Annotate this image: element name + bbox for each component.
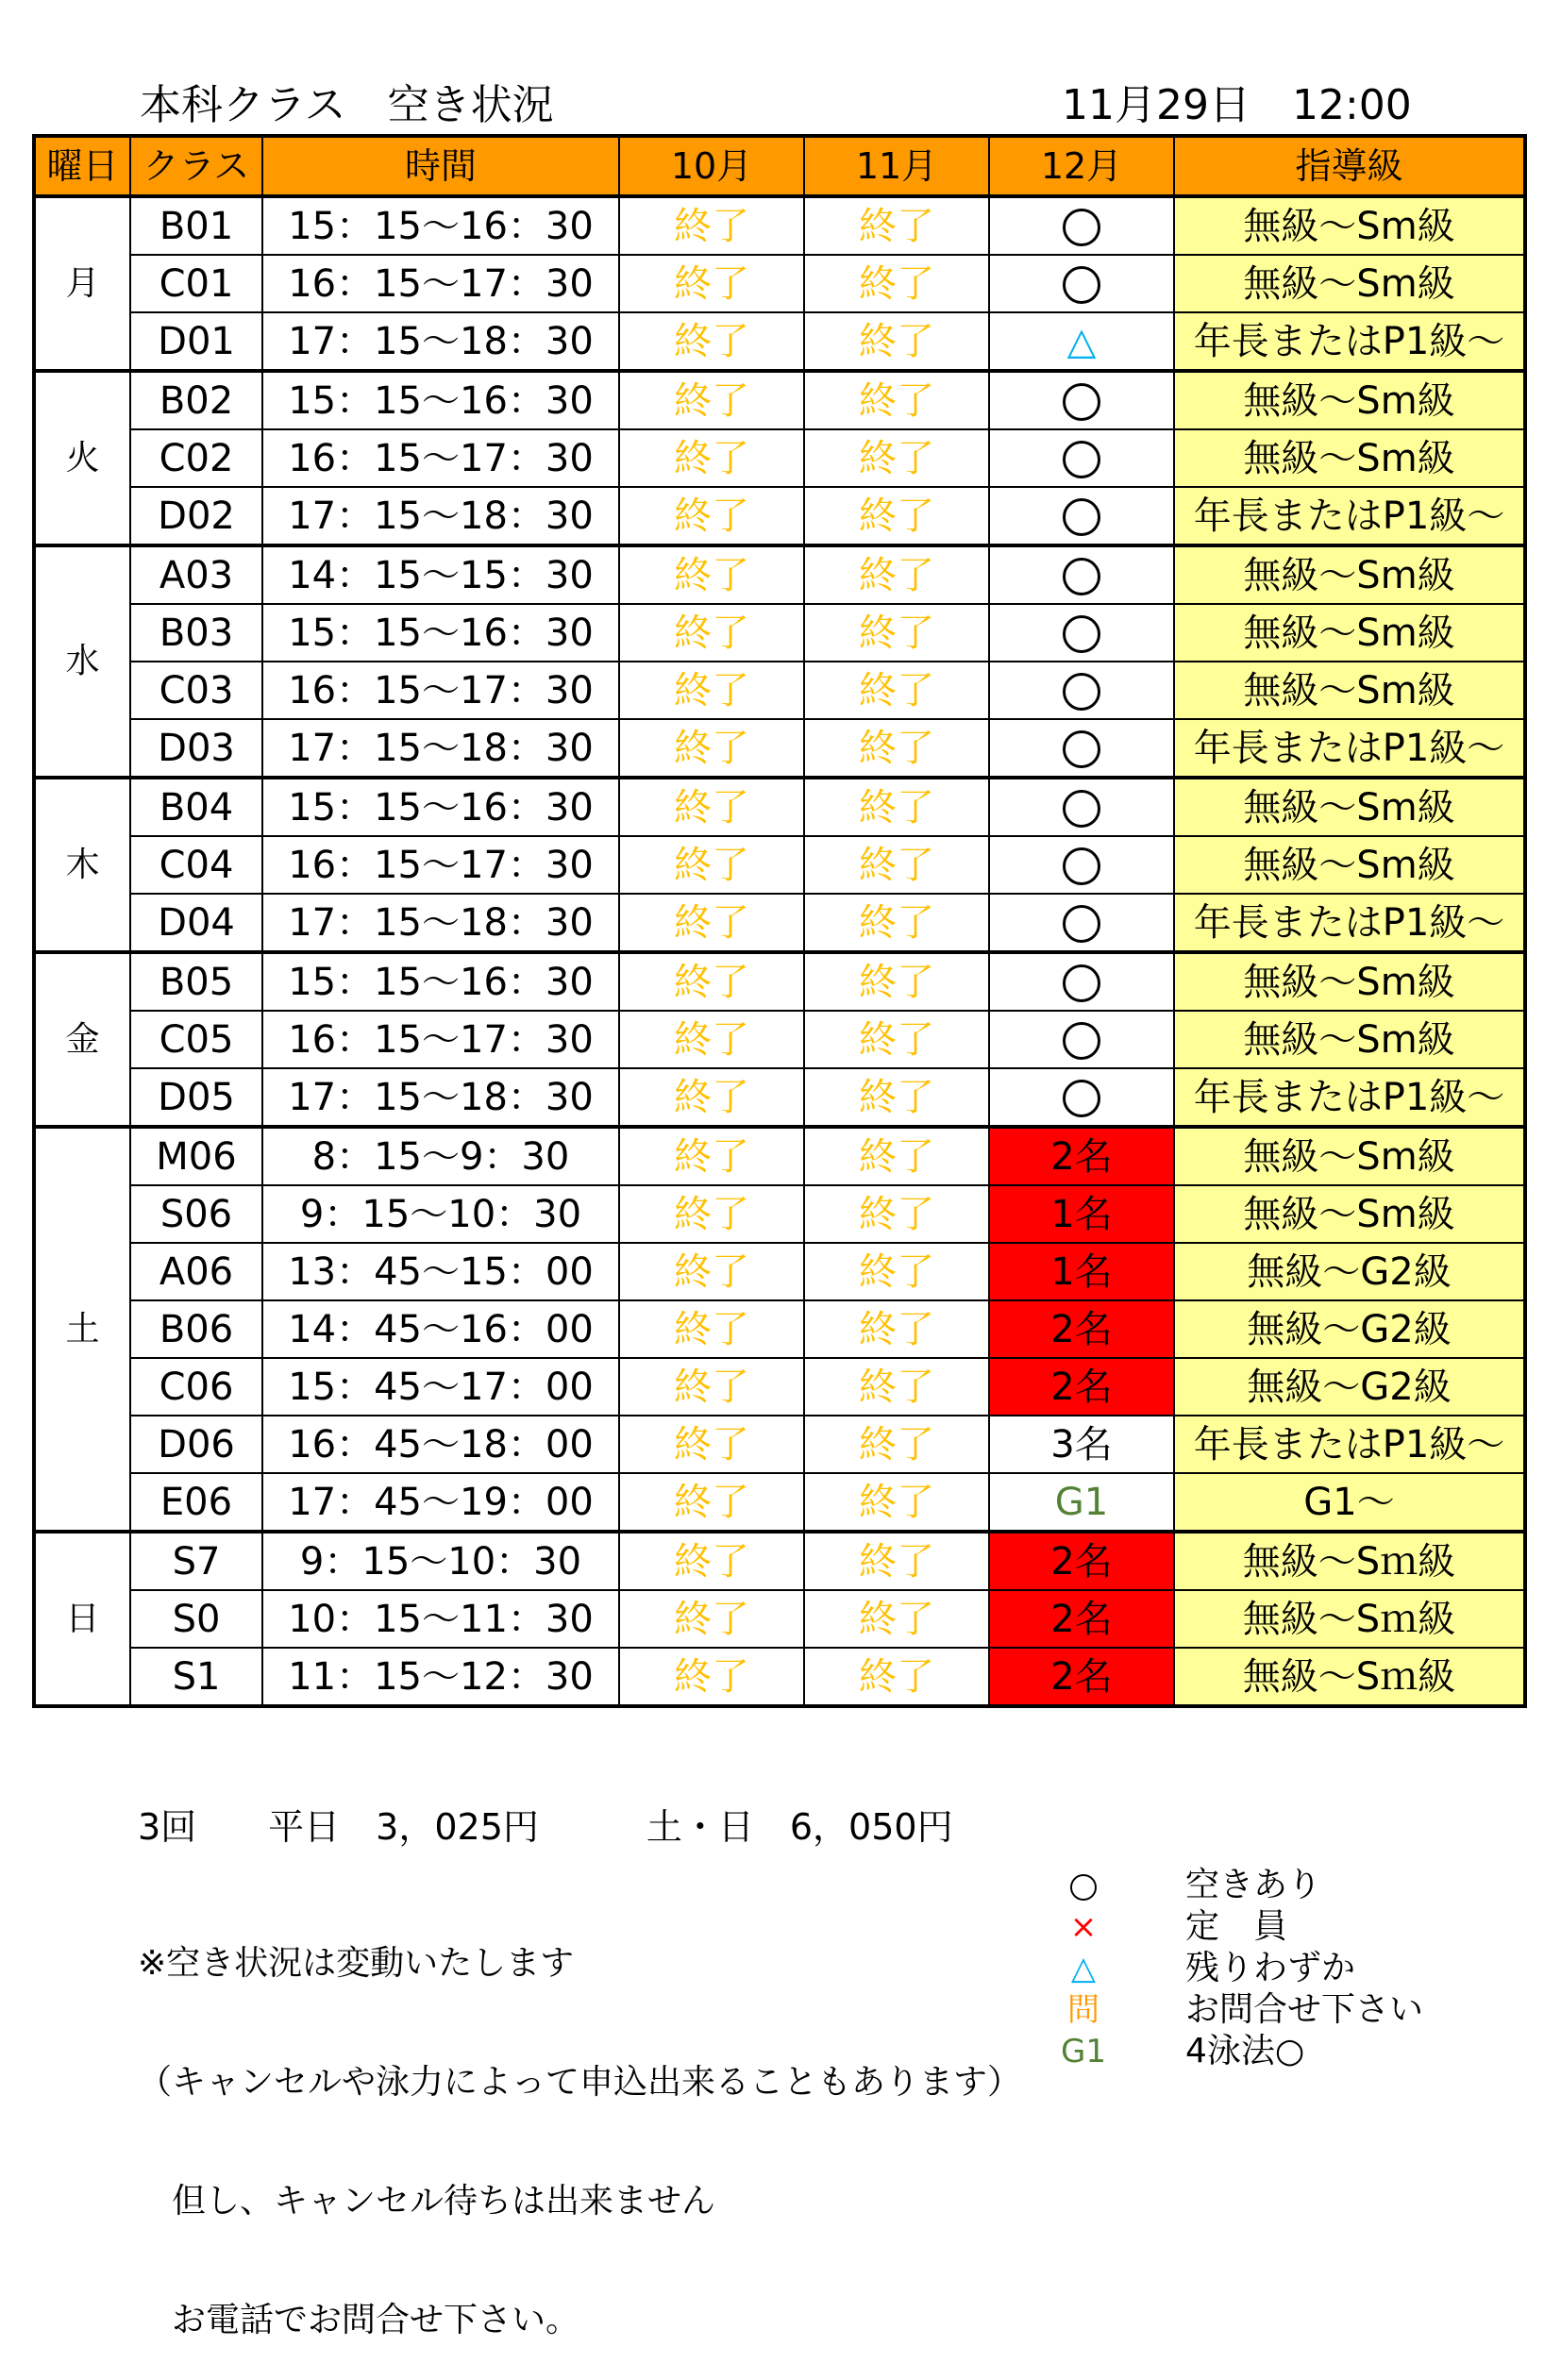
table-row	[34, 1473, 1525, 1532]
oct-status-cell: 終了	[619, 719, 804, 778]
level-cell: 無級～Sm級	[1174, 255, 1525, 312]
available-circle-icon	[1063, 905, 1100, 943]
oct-status-cell: 終了	[619, 545, 804, 604]
available-circle-icon	[1063, 441, 1100, 478]
availability-table	[32, 134, 1527, 1708]
oct-status-cell: 終了	[619, 894, 804, 952]
nov-status-cell: 終了	[804, 1473, 989, 1532]
oct-status-cell: 終了	[619, 1185, 804, 1243]
day-cell: 火	[34, 371, 130, 545]
time-cell: 16：15～17：30	[262, 662, 619, 719]
table-row	[34, 196, 1525, 255]
class-code-cell: B06	[130, 1300, 262, 1358]
update-datetime: 11月29日 12:00	[1062, 81, 1412, 129]
nov-status-cell: 終了	[804, 1243, 989, 1300]
time-cell: 15：45～17：00	[262, 1358, 619, 1416]
table-row	[34, 1590, 1525, 1648]
nov-status-cell: 終了	[804, 1011, 989, 1068]
time-cell: 9：15～10：30	[262, 1532, 619, 1590]
time-cell: 15：15～16：30	[262, 952, 619, 1011]
time-cell: 16：15～17：30	[262, 1011, 619, 1068]
level-cell: 年長またはP1級～	[1174, 719, 1525, 778]
table-row	[34, 952, 1525, 1011]
class-code-cell: S0	[130, 1590, 262, 1648]
dec-status-cell	[989, 312, 1174, 371]
dec-status-cell	[989, 719, 1174, 778]
nov-status-cell: 終了	[804, 952, 989, 1011]
class-code-cell: C01	[130, 255, 262, 312]
time-cell: 16：15～17：30	[262, 836, 619, 894]
nov-status-cell: 終了	[804, 836, 989, 894]
time-cell: 17：45～19：00	[262, 1473, 619, 1532]
day-cell: 木	[34, 778, 130, 952]
nov-status-cell: 終了	[804, 196, 989, 255]
dec-status-cell	[989, 604, 1174, 662]
nov-status-cell: 終了	[804, 1358, 989, 1416]
class-code-cell: C03	[130, 662, 262, 719]
dec-status-cell	[989, 1011, 1174, 1068]
oct-status-cell: 終了	[619, 1590, 804, 1648]
dec-status-cell: 3名	[989, 1416, 1174, 1473]
time-cell: 15：15～16：30	[262, 196, 619, 255]
time-cell: 10：15～11：30	[262, 1590, 619, 1648]
table-row	[34, 429, 1525, 487]
legend-item	[1057, 1948, 1453, 1989]
legend-symbol-g1: G1	[1061, 2033, 1106, 2070]
day-group	[34, 371, 1525, 545]
col-header-level: 指導級	[1174, 136, 1525, 196]
legend-symbol-triangle: △	[1070, 1950, 1097, 1987]
time-cell: 8：15～9：30	[262, 1127, 619, 1185]
nov-status-cell: 終了	[804, 312, 989, 371]
legend-item	[1057, 2031, 1453, 2072]
dec-status-cell: 2名	[989, 1300, 1174, 1358]
legend-label: 空きあり	[1185, 1866, 1322, 1904]
dec-status-cell	[989, 836, 1174, 894]
table-row	[34, 1185, 1525, 1243]
nov-status-cell: 終了	[804, 1127, 989, 1185]
level-cell: 無級～Sm級	[1174, 952, 1525, 1011]
table-row	[34, 545, 1525, 604]
class-code-cell: C04	[130, 836, 262, 894]
legend-symbol-x: ×	[1069, 1908, 1098, 1946]
day-cell: 金	[34, 952, 130, 1127]
table-row	[34, 1358, 1525, 1416]
level-cell: 年長またはP1級～	[1174, 312, 1525, 371]
level-cell: 年長またはP1級～	[1174, 894, 1525, 952]
table-row	[34, 719, 1525, 778]
legend-symbol-inquire: 問	[1067, 1991, 1099, 2029]
circle-icon	[1057, 1865, 1110, 1906]
col-header-time: 時間	[262, 136, 619, 196]
level-cell: 無級～Sm級	[1174, 429, 1525, 487]
time-cell: 17：15～18：30	[262, 894, 619, 952]
table-row	[34, 1127, 1525, 1185]
nov-status-cell: 終了	[804, 429, 989, 487]
table-row	[34, 1068, 1525, 1127]
class-code-cell: D02	[130, 487, 262, 545]
legend-circle-icon	[1070, 1874, 1097, 1901]
level-cell: 無級～Sm級	[1174, 196, 1525, 255]
dec-status-cell: 1名	[989, 1185, 1174, 1243]
table-row	[34, 778, 1525, 836]
legend-label: 4泳法○	[1185, 2032, 1305, 2070]
nov-status-cell: 終了	[804, 778, 989, 836]
nov-status-cell: 終了	[804, 894, 989, 952]
oct-status-cell: 終了	[619, 1243, 804, 1300]
col-header-oct: 10月	[619, 136, 804, 196]
oct-status-cell: 終了	[619, 1300, 804, 1358]
oct-status-cell: 終了	[619, 312, 804, 371]
level-cell: 無級～G2級	[1174, 1243, 1525, 1300]
oct-status-cell: 終了	[619, 778, 804, 836]
oct-status-cell: 終了	[619, 255, 804, 312]
time-cell: 15：15～16：30	[262, 604, 619, 662]
note-line: （キャンセルや泳力によって申込出来ることもあります）	[138, 2063, 1022, 2102]
class-code-cell: S06	[130, 1185, 262, 1243]
nov-status-cell: 終了	[804, 1416, 989, 1473]
nov-status-cell: 終了	[804, 1185, 989, 1243]
class-code-cell: E06	[130, 1473, 262, 1532]
class-code-cell: D03	[130, 719, 262, 778]
time-cell: 14：15～15：30	[262, 545, 619, 604]
oct-status-cell: 終了	[619, 1068, 804, 1127]
legend	[1057, 1865, 1453, 2072]
time-cell: 17：15～18：30	[262, 312, 619, 371]
oct-status-cell: 終了	[619, 1358, 804, 1416]
table-row	[34, 604, 1525, 662]
table-row	[34, 371, 1525, 429]
day-group	[34, 1532, 1525, 1706]
oct-status-cell: 終了	[619, 662, 804, 719]
table-row	[34, 1416, 1525, 1473]
day-cell: 月	[34, 196, 130, 371]
dec-status-cell	[989, 545, 1174, 604]
note-line: ※空き状況は変動いたします	[138, 1944, 575, 1983]
class-code-cell: S7	[130, 1532, 262, 1590]
level-cell: 無級～Sm級	[1174, 778, 1525, 836]
level-cell: 無級～Sm級	[1174, 836, 1525, 894]
table-row	[34, 312, 1525, 371]
nov-status-cell: 終了	[804, 545, 989, 604]
dec-status-cell	[989, 952, 1174, 1011]
day-group	[34, 545, 1525, 778]
few-left-triangle-icon: △	[1066, 319, 1097, 363]
day-cell: 水	[34, 545, 130, 778]
available-circle-icon	[1063, 790, 1100, 828]
time-cell: 16：15～17：30	[262, 255, 619, 312]
class-code-cell: D04	[130, 894, 262, 952]
dec-status-cell	[989, 429, 1174, 487]
available-circle-icon	[1063, 383, 1100, 421]
time-cell: 17：15～18：30	[262, 1068, 619, 1127]
time-cell: 13：45～15：00	[262, 1243, 619, 1300]
oct-status-cell: 終了	[619, 371, 804, 429]
time-cell: 17：15～18：30	[262, 719, 619, 778]
day-group	[34, 778, 1525, 952]
col-header-dec: 12月	[989, 136, 1174, 196]
level-cell: 無級～Sm級	[1174, 545, 1525, 604]
dec-status-cell: 2名	[989, 1532, 1174, 1590]
level-cell: 年長またはP1級～	[1174, 1068, 1525, 1127]
available-circle-icon	[1063, 498, 1100, 536]
available-circle-icon	[1063, 730, 1100, 768]
available-circle-icon	[1063, 615, 1100, 653]
note-line: 但し、キャンセル待ちは出来ません	[138, 2182, 716, 2221]
legend-item	[1057, 1865, 1453, 1906]
level-cell: 無級～Sm級	[1174, 1011, 1525, 1068]
class-code-cell: B05	[130, 952, 262, 1011]
oct-status-cell: 終了	[619, 1648, 804, 1706]
table-row	[34, 894, 1525, 952]
dec-status-cell	[989, 487, 1174, 545]
dec-status-cell	[989, 255, 1174, 312]
nov-status-cell: 終了	[804, 1068, 989, 1127]
dec-status-cell: 1名	[989, 1243, 1174, 1300]
available-circle-icon	[1063, 558, 1100, 595]
table-row	[34, 255, 1525, 312]
legend-label: 定 員	[1185, 1907, 1288, 1946]
available-circle-icon	[1063, 266, 1100, 304]
level-cell: 無級～G2級	[1174, 1300, 1525, 1358]
note-line: お電話でお問合せ下さい。	[138, 2301, 580, 2339]
level-cell: 無級～Sm級	[1174, 662, 1525, 719]
dec-status-cell: 2名	[989, 1358, 1174, 1416]
dec-status-cell: 2名	[989, 1127, 1174, 1185]
day-group	[34, 1127, 1525, 1532]
oct-status-cell: 終了	[619, 1416, 804, 1473]
class-code-cell: B02	[130, 371, 262, 429]
available-circle-icon	[1063, 1080, 1100, 1117]
oct-status-cell: 終了	[619, 836, 804, 894]
dec-status-cell: G1	[989, 1473, 1174, 1532]
nov-status-cell: 終了	[804, 1648, 989, 1706]
class-code-cell: D06	[130, 1416, 262, 1473]
available-circle-icon	[1063, 964, 1100, 1002]
level-cell: 年長またはP1級～	[1174, 1416, 1525, 1473]
col-header-nov: 11月	[804, 136, 989, 196]
class-code-cell: C05	[130, 1011, 262, 1068]
price-info: 3回 平日 3，025円 土・日 6，050円	[138, 1806, 953, 1848]
dec-status-cell	[989, 196, 1174, 255]
available-circle-icon	[1063, 1022, 1100, 1060]
dec-status-cell	[989, 662, 1174, 719]
class-code-cell: D05	[130, 1068, 262, 1127]
time-cell: 9：15～10：30	[262, 1185, 619, 1243]
day-cell: 土	[34, 1127, 130, 1532]
available-circle-icon	[1063, 847, 1100, 885]
time-cell: 16：45～18：00	[262, 1416, 619, 1473]
nov-status-cell: 終了	[804, 371, 989, 429]
available-circle-icon	[1063, 673, 1100, 711]
level-cell: 無級～Sm級	[1174, 1185, 1525, 1243]
level-cell: 無級～G2級	[1174, 1358, 1525, 1416]
nov-status-cell: 終了	[804, 604, 989, 662]
legend-item	[1057, 1989, 1453, 2031]
class-code-cell: B04	[130, 778, 262, 836]
class-code-cell: S1	[130, 1648, 262, 1706]
time-cell: 16：15～17：30	[262, 429, 619, 487]
table-row	[34, 1300, 1525, 1358]
level-cell: 無級～Sｍ級	[1174, 1648, 1525, 1706]
nov-status-cell: 終了	[804, 719, 989, 778]
level-cell: 年長またはP1級～	[1174, 487, 1525, 545]
dec-status-cell: 2名	[989, 1590, 1174, 1648]
oct-status-cell: 終了	[619, 196, 804, 255]
nov-status-cell: 終了	[804, 487, 989, 545]
nov-status-cell: 終了	[804, 1590, 989, 1648]
nov-status-cell: 終了	[804, 1532, 989, 1590]
col-header-class: クラス	[130, 136, 262, 196]
available-circle-icon	[1063, 209, 1100, 246]
header-row	[34, 136, 1525, 196]
page-title: 本科クラス 空き状況	[140, 81, 554, 129]
legend-label: お問合せ下さい	[1185, 1990, 1424, 2029]
level-cell: 無級～Sｍ級	[1174, 1590, 1525, 1648]
day-group	[34, 952, 1525, 1127]
notes	[138, 1865, 1021, 2380]
time-cell: 14：45～16：00	[262, 1300, 619, 1358]
level-cell: 無級～Sm級	[1174, 604, 1525, 662]
table-row	[34, 1011, 1525, 1068]
oct-status-cell: 終了	[619, 487, 804, 545]
dec-status-cell	[989, 778, 1174, 836]
class-code-cell: B01	[130, 196, 262, 255]
col-header-day: 曜日	[34, 136, 130, 196]
legend-item	[1057, 1906, 1453, 1948]
level-cell: 無級～Sｍ級	[1174, 1532, 1525, 1590]
time-cell: 15：15～16：30	[262, 371, 619, 429]
class-code-cell: B03	[130, 604, 262, 662]
oct-status-cell: 終了	[619, 1127, 804, 1185]
class-code-cell: M06	[130, 1127, 262, 1185]
table-row	[34, 1243, 1525, 1300]
dec-status-cell: 2名	[989, 1648, 1174, 1706]
level-cell: 無級～Sm級	[1174, 371, 1525, 429]
oct-status-cell: 終了	[619, 429, 804, 487]
class-code-cell: D01	[130, 312, 262, 371]
nov-status-cell: 終了	[804, 255, 989, 312]
oct-status-cell: 終了	[619, 1011, 804, 1068]
time-cell: 15：15～16：30	[262, 778, 619, 836]
day-group	[34, 196, 1525, 371]
oct-status-cell: 終了	[619, 952, 804, 1011]
dec-status-cell	[989, 1068, 1174, 1127]
oct-status-cell: 終了	[619, 1473, 804, 1532]
nov-status-cell: 終了	[804, 662, 989, 719]
table-row	[34, 487, 1525, 545]
table-row	[34, 836, 1525, 894]
class-code-cell: A03	[130, 545, 262, 604]
table-row	[34, 1532, 1525, 1590]
time-cell: 17：15～18：30	[262, 487, 619, 545]
nov-status-cell: 終了	[804, 1300, 989, 1358]
level-cell: G1～	[1174, 1473, 1525, 1532]
oct-status-cell: 終了	[619, 1532, 804, 1590]
dec-status-cell	[989, 371, 1174, 429]
legend-label: 残りわずか	[1185, 1949, 1356, 1987]
table-row	[34, 1648, 1525, 1706]
dec-status-cell	[989, 894, 1174, 952]
day-cell: 日	[34, 1532, 130, 1706]
class-code-cell: A06	[130, 1243, 262, 1300]
class-code-cell: C06	[130, 1358, 262, 1416]
table-row	[34, 662, 1525, 719]
time-cell: 11：15～12：30	[262, 1648, 619, 1706]
oct-status-cell: 終了	[619, 604, 804, 662]
level-cell: 無級～Sm級	[1174, 1127, 1525, 1185]
class-code-cell: C02	[130, 429, 262, 487]
